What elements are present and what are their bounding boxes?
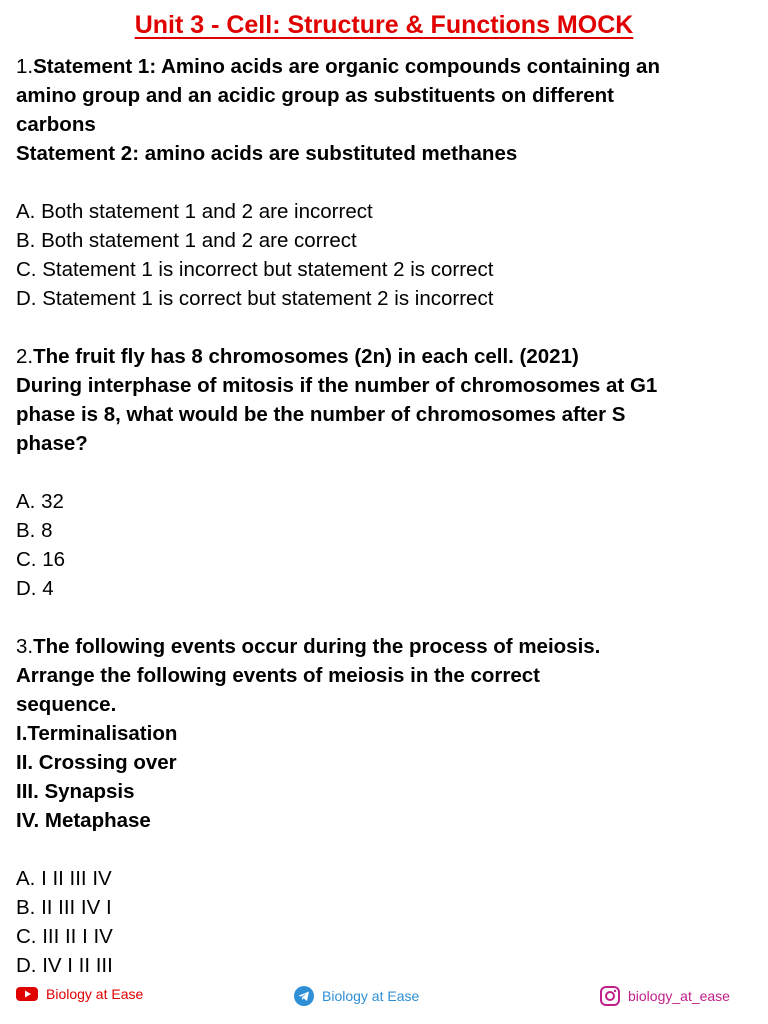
option-a: A. 32 <box>16 490 64 513</box>
question-3 <box>16 632 756 980</box>
question-text: During interphase of mitosis if the number of chromosomes at G1 <box>16 374 658 397</box>
telegram-label: Biology at Ease <box>322 988 420 1004</box>
option-b: B. II III IV I <box>16 896 112 919</box>
question-text: The following events occur during the process of meiosis. <box>33 635 601 658</box>
question-text: sequence. <box>16 693 117 716</box>
question-number: 1. <box>16 55 34 78</box>
event-item: II. Crossing over <box>16 751 177 774</box>
telegram-link[interactable] <box>294 986 419 1006</box>
instagram-icon <box>600 986 620 1006</box>
youtube-link[interactable] <box>16 986 143 1002</box>
question-1 <box>16 52 756 313</box>
option-b: B. Both statement 1 and 2 are correct <box>16 229 357 252</box>
options <box>16 487 756 603</box>
footer <box>0 986 768 1008</box>
options <box>16 864 756 980</box>
question-line <box>16 342 756 371</box>
question-text: phase? <box>16 432 88 455</box>
option-c: C. III II I IV <box>16 925 113 948</box>
question-text: amino group and an acidic group as substituents on different <box>16 84 614 107</box>
telegram-icon <box>294 986 314 1006</box>
event-item: IV. Metaphase <box>16 809 151 832</box>
question-text: carbons <box>16 113 96 136</box>
option-c: C. 16 <box>16 548 65 571</box>
question-2 <box>16 342 756 603</box>
question-text: Statement 1: Amino acids are organic compounds containing an <box>33 55 660 78</box>
question-text: Arrange the following events of meiosis in the correct <box>16 664 540 687</box>
option-c: C. Statement 1 is incorrect but statement 2 is correct <box>16 258 494 281</box>
question-line <box>16 52 756 81</box>
question-number: 3. <box>16 635 34 658</box>
page-title: Unit 3 - Cell: Structure & Functions MOCK <box>134 11 634 39</box>
option-d: D. IV I II III <box>16 954 113 977</box>
event-item: I.Terminalisation <box>16 722 178 745</box>
question-text: Statement 2: amino acids are substituted methanes <box>16 142 518 165</box>
question-number: 2. <box>16 345 34 368</box>
option-d: D. Statement 1 is correct but statement 2 is incorrect <box>16 287 494 310</box>
instagram-link[interactable] <box>600 986 730 1006</box>
event-item: III. Synapsis <box>16 780 135 803</box>
youtube-label: Biology at Ease <box>46 986 144 1002</box>
youtube-icon <box>16 986 38 1002</box>
question-text: The fruit fly has 8 chromosomes (2n) in each cell. (2021) <box>33 345 579 368</box>
option-b: B. 8 <box>16 519 53 542</box>
option-d: D. 4 <box>16 577 54 600</box>
option-a: A. Both statement 1 and 2 are incorrect <box>16 200 373 223</box>
question-list <box>16 52 756 1009</box>
options <box>16 197 756 313</box>
question-line <box>16 632 756 661</box>
question-text: phase is 8, what would be the number of chromosomes after S <box>16 403 626 426</box>
option-a: A. I II III IV <box>16 867 112 890</box>
instagram-label: biology_at_ease <box>628 988 730 1004</box>
